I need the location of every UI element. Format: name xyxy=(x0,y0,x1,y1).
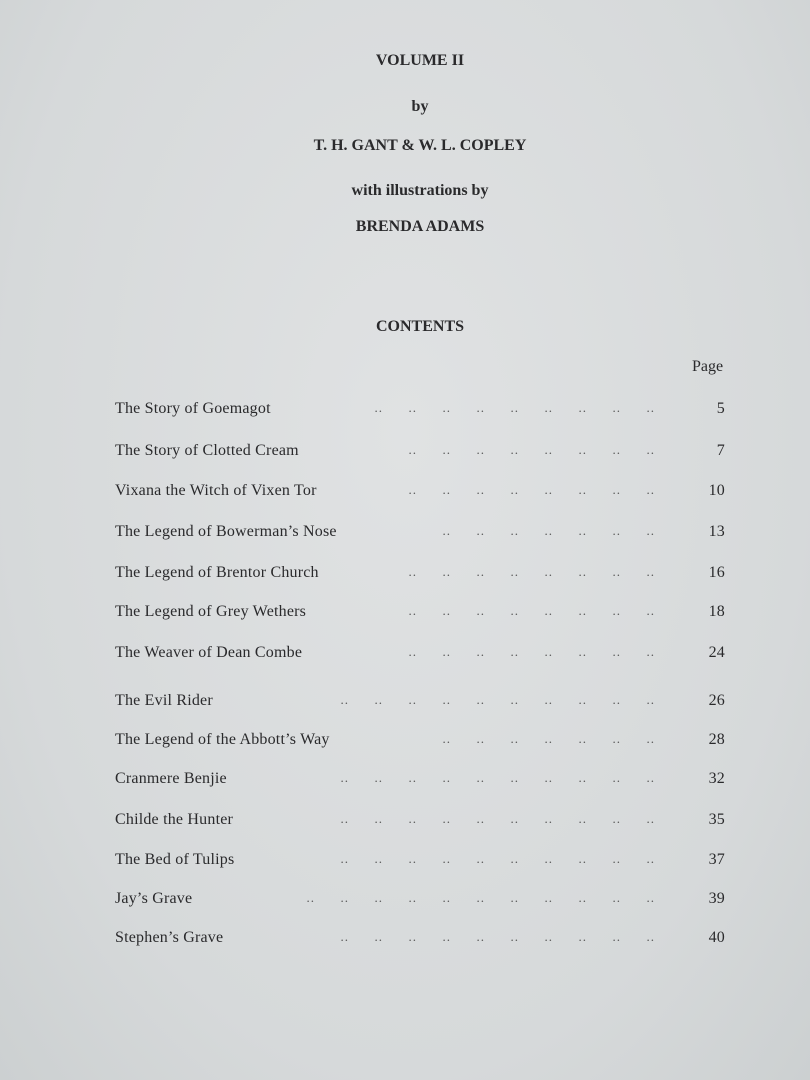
by-label: by xyxy=(411,98,429,115)
dot-leader: .. .. .. .. .. .. .. .. .. .. xyxy=(340,929,655,944)
toc-entry-title: Cranmere Benjie xyxy=(115,770,227,787)
dot-leader: .. .. .. .. .. .. .. .. .. .. xyxy=(340,692,655,707)
toc-entry-title: Childe the Hunter xyxy=(115,811,234,828)
toc-entry-title: The Evil Rider xyxy=(115,692,213,709)
toc-entry xyxy=(115,731,725,753)
toc-entry-title: The Legend of Brentor Church xyxy=(115,564,319,581)
toc-entry-title: The Story of Goemagot xyxy=(115,400,271,417)
toc-entry-page: 7 xyxy=(716,442,725,459)
dot-leader: .. .. .. .. .. .. .. .. .. .. xyxy=(340,811,655,826)
toc-entry xyxy=(115,811,725,833)
dot-leader: .. .. .. .. .. .. .. .. xyxy=(408,603,655,618)
toc-entry-title: The Weaver of Dean Combe xyxy=(115,644,303,661)
dot-leader: .. .. .. .. .. .. .. .. xyxy=(408,564,655,579)
toc-entry xyxy=(115,644,725,666)
toc-entry-page: 18 xyxy=(708,603,725,620)
authors: T. H. GANT & W. L. COPLEY xyxy=(313,137,527,154)
toc-entry xyxy=(115,929,725,951)
dot-leader: .. .. .. .. .. .. .. .. .. .. xyxy=(340,770,655,785)
toc-entry xyxy=(115,523,725,545)
toc-entry-title: Vixana the Witch of Vixen Tor xyxy=(115,482,317,499)
toc-entry-title: The Legend of Grey Wethers xyxy=(115,603,307,620)
page-column-label: Page xyxy=(692,358,724,375)
dot-leader: .. .. .. .. .. .. .. .. .. .. .. xyxy=(306,890,655,905)
toc-entry-page: 24 xyxy=(708,644,725,661)
toc-entry xyxy=(115,890,725,912)
dot-leader: .. .. .. .. .. .. .. .. xyxy=(408,442,655,457)
dot-leader: .. .. .. .. .. .. .. .. .. xyxy=(374,400,655,415)
toc-entry-page: 10 xyxy=(708,482,725,499)
toc-entry-title: Stephen’s Grave xyxy=(115,929,224,946)
toc-entry xyxy=(115,692,725,714)
illustrator: BRENDA ADAMS xyxy=(355,218,485,235)
toc-entry-page: 32 xyxy=(708,770,725,787)
toc-entry xyxy=(115,851,725,873)
dot-leader: .. .. .. .. .. .. .. .. .. .. xyxy=(340,851,655,866)
toc-entry-page: 39 xyxy=(708,890,725,907)
toc-entry-page: 13 xyxy=(708,523,725,540)
toc-entry xyxy=(115,442,725,464)
toc-entry xyxy=(115,400,725,422)
toc-entry-page: 37 xyxy=(708,851,725,868)
dot-leader: .. .. .. .. .. .. .. .. xyxy=(408,482,655,497)
dot-leader: .. .. .. .. .. .. .. xyxy=(442,523,655,538)
toc-entry-title: The Legend of Bowerman’s Nose xyxy=(115,523,337,540)
toc-entry-page: 16 xyxy=(708,564,725,581)
toc-entry xyxy=(115,482,725,504)
toc-entry-title: Jay’s Grave xyxy=(115,890,193,907)
toc-entry-title: The Bed of Tulips xyxy=(115,851,235,868)
toc-entry-title: The Story of Clotted Cream xyxy=(115,442,299,459)
toc-entry-page: 5 xyxy=(716,400,725,417)
toc-entry-page: 35 xyxy=(708,811,725,828)
volume-title: VOLUME II xyxy=(375,52,465,69)
toc-entry xyxy=(115,564,725,586)
toc-entry-page: 40 xyxy=(708,929,725,946)
toc-entry-title: The Legend of the Abbott’s Way xyxy=(115,731,330,748)
illustrations-label: with illustrations by xyxy=(351,182,489,199)
toc-entry-page: 26 xyxy=(708,692,725,709)
dot-leader: .. .. .. .. .. .. .. xyxy=(442,731,655,746)
dot-leader: .. .. .. .. .. .. .. .. xyxy=(408,644,655,659)
toc-entry xyxy=(115,603,725,625)
toc-entry xyxy=(115,770,725,792)
toc-entry-page: 28 xyxy=(708,731,725,748)
contents-heading: CONTENTS xyxy=(375,318,465,335)
